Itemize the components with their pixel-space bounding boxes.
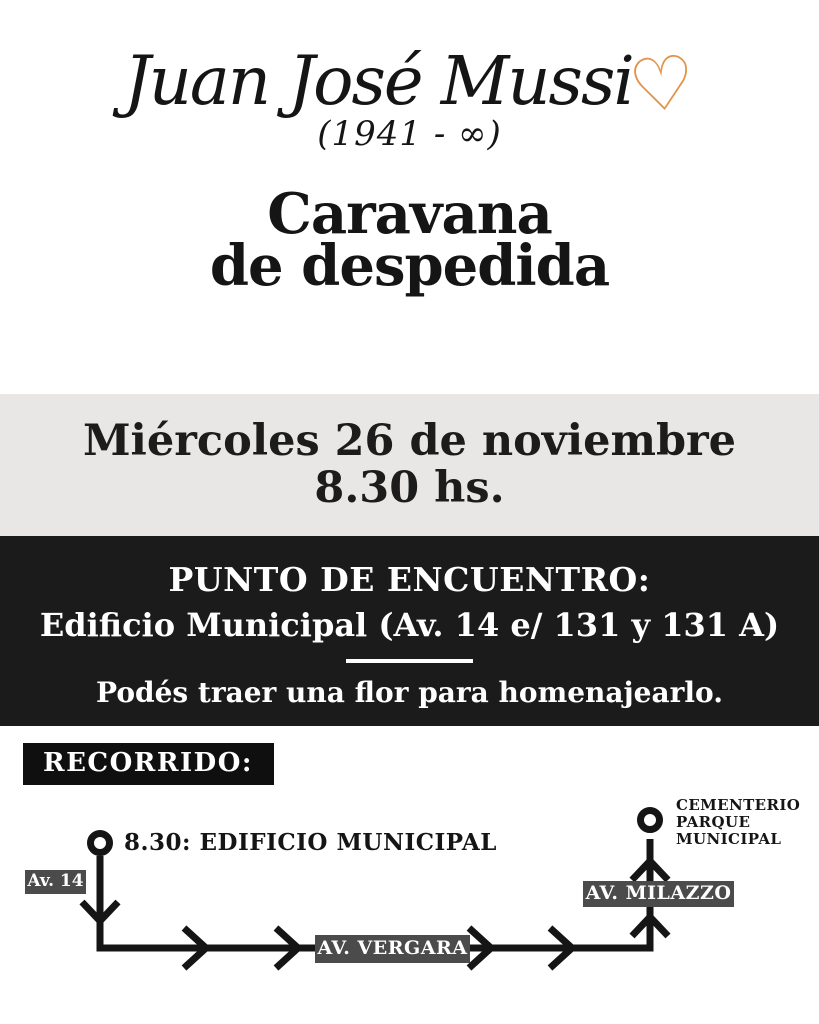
- meeting-point-location: Edificio Municipal (Av. 14 e/ 131 y 131 A): [39, 606, 780, 644]
- street-label-milazzo: AV. MILAZZO: [583, 881, 734, 907]
- route-start-label: 8.30: EDIFICIO MUNICIPAL: [124, 829, 497, 856]
- date-banner: [0, 394, 819, 536]
- title-line-1: Caravana: [267, 181, 552, 247]
- destination-line-1: CEMENTERIO: [676, 796, 801, 814]
- end-point-icon: [641, 811, 660, 830]
- start-point-icon: [91, 834, 110, 853]
- event-date: Miércoles 26 de noviembre: [82, 415, 737, 466]
- meeting-point-banner: [0, 536, 819, 726]
- destination-line-3: MUNICIPAL: [676, 830, 782, 848]
- street-label-vergara: AV. VERGARA: [315, 935, 470, 963]
- route-destination-label: [676, 797, 800, 848]
- page-title: [0, 181, 819, 300]
- signature-name: Juan José Mussi: [123, 42, 633, 120]
- signature-years: (1941 - ∞): [317, 114, 502, 154]
- route-diagram: [0, 793, 819, 1022]
- flower-note: Podés traer una flor para homenajearlo.: [96, 676, 723, 709]
- title-line-2: de despedida: [209, 233, 610, 300]
- heart-icon: ♡: [624, 38, 700, 132]
- street-label-av14: Av. 14: [25, 870, 86, 894]
- header-section: [0, 0, 819, 394]
- route-section-label: RECORRIDO:: [23, 743, 274, 785]
- signature: [0, 38, 819, 132]
- event-time: 8.30 hs.: [314, 463, 505, 513]
- destination-line-2: PARQUE: [676, 813, 751, 831]
- divider: [346, 659, 473, 663]
- meeting-point-heading: PUNTO DE ENCUENTRO:: [168, 560, 651, 599]
